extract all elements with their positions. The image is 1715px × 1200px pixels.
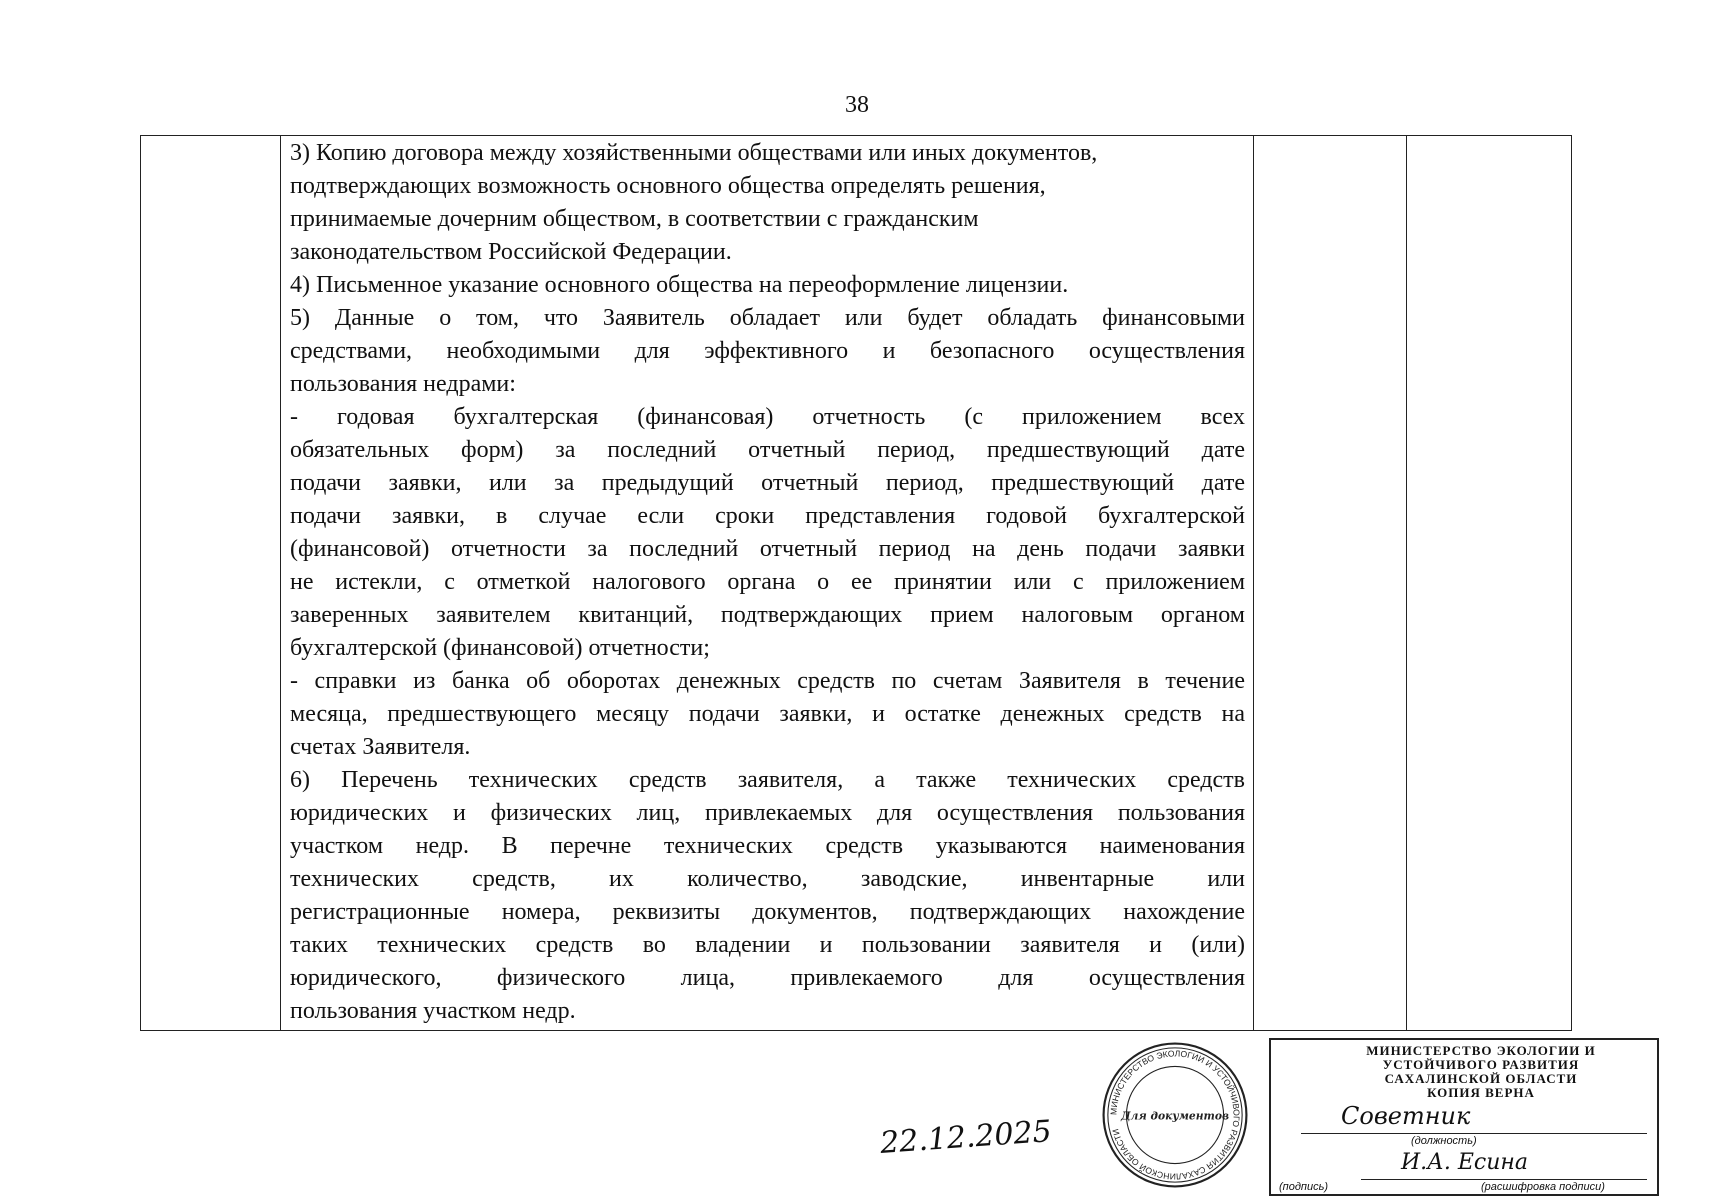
text-line: 6) Перечень технических средств заявителя, а также технических средств <box>290 767 1245 793</box>
seal-center-text: Для документов <box>1120 1109 1230 1123</box>
text-line: 5) Данные о том, что Заявитель обладает или будет обладать финансовыми <box>290 305 1245 331</box>
text-line: пользования участком недр. <box>290 998 576 1024</box>
signature-label: (подпись) <box>1279 1181 1329 1193</box>
text-line: бухгалтерской (финансовой) отчетности; <box>290 635 710 661</box>
text-line: регистрационные номера, реквизиты документов, подтверждающих нахождение <box>290 899 1245 925</box>
page-number: 38 <box>845 92 869 118</box>
stamp-org-line: УСТОЙЧИВОГО РАЗВИТИЯ <box>1382 1057 1580 1072</box>
requirements-text-cell <box>290 137 1245 1028</box>
text-line: счетах Заявителя. <box>290 734 471 760</box>
text-line: 4) Письменное указание основного общества на переоформление лицензии. <box>290 272 1069 298</box>
text-line: месяца, предшествующего месяцу подачи заявки, и остатке денежных средств на <box>290 701 1245 727</box>
text-line: не истекли, с отметкой налогового органа о ее принятии или с приложением <box>290 569 1245 595</box>
text-line: юридического, физического лица, привлекаемого для осуществления <box>290 965 1245 991</box>
table-column-divider <box>280 136 281 1030</box>
name-label: (расшифровка подписи) <box>1481 1181 1605 1193</box>
text-line: (финансовой) отчетности за последний отчетный период на день подачи заявки <box>290 536 1245 562</box>
seal-ring-text: МИНИСТЕРСТВО ЭКОЛОГИИ И УСТОЙЧИВОГО РАЗВИТИЯ САХАЛИНСКОЙ ОБЛАСТИ <box>1108 1048 1242 1182</box>
handwritten-date: 22.12.2025 <box>878 1114 1053 1161</box>
position-handwritten: Советник <box>1341 1102 1471 1130</box>
text-line: участком недр. В перечне технических средств указываются наименования <box>290 833 1245 859</box>
text-line: юридических и физических лиц, привлекаемых для осуществления пользования <box>290 800 1245 826</box>
text-line: пользования недрами: <box>290 371 516 397</box>
text-line: подачи заявки, в случае если сроки представления годовой бухгалтерской <box>290 503 1245 529</box>
text-line: обязательных форм) за последний отчетный период, предшествующий дате <box>290 437 1245 463</box>
name-handwritten: И.А. Есина <box>1401 1150 1528 1175</box>
table-column-divider <box>1253 136 1254 1030</box>
text-line: - справки из банка об оборотах денежных средств по счетам Заявителя в течение <box>290 668 1245 694</box>
certification-stamp <box>1269 1038 1659 1196</box>
text-line: - годовая бухгалтерская (финансовая) отчетность (с приложением всех <box>290 404 1245 430</box>
text-line: подтверждающих возможность основного общества определять решения, <box>290 173 1046 199</box>
text-line: средствами, необходимыми для эффективного и безопасного осуществления <box>290 338 1245 364</box>
official-seal <box>1100 1040 1250 1190</box>
stamp-org-line: САХАЛИНСКОЙ ОБЛАСТИ <box>1384 1071 1578 1086</box>
stamp-org-line: КОПИЯ ВЕРНА <box>1427 1085 1535 1100</box>
stamp-org-line: МИНИСТЕРСТВО ЭКОЛОГИИ И <box>1366 1043 1596 1058</box>
text-line: подачи заявки, или за предыдущий отчетный период, предшествующий дате <box>290 470 1245 496</box>
position-label: (должность) <box>1411 1135 1477 1147</box>
text-line: 3) Копию договора между хозяйственными обществами или иных документов, <box>290 140 1098 166</box>
table-column-divider <box>1406 136 1407 1030</box>
text-line: законодательством Российской Федерации. <box>290 239 732 265</box>
text-line: принимаемые дочерним обществом, в соответствии с гражданским <box>290 206 979 232</box>
stamp-organization <box>1311 1044 1651 1100</box>
text-line: заверенных заявителем квитанций, подтверждающих прием налоговым органом <box>290 602 1245 628</box>
text-line: технических средств, их количество, заводские, инвентарные или <box>290 866 1245 892</box>
text-line: таких технических средств во владении и пользовании заявителя и (или) <box>290 932 1245 958</box>
